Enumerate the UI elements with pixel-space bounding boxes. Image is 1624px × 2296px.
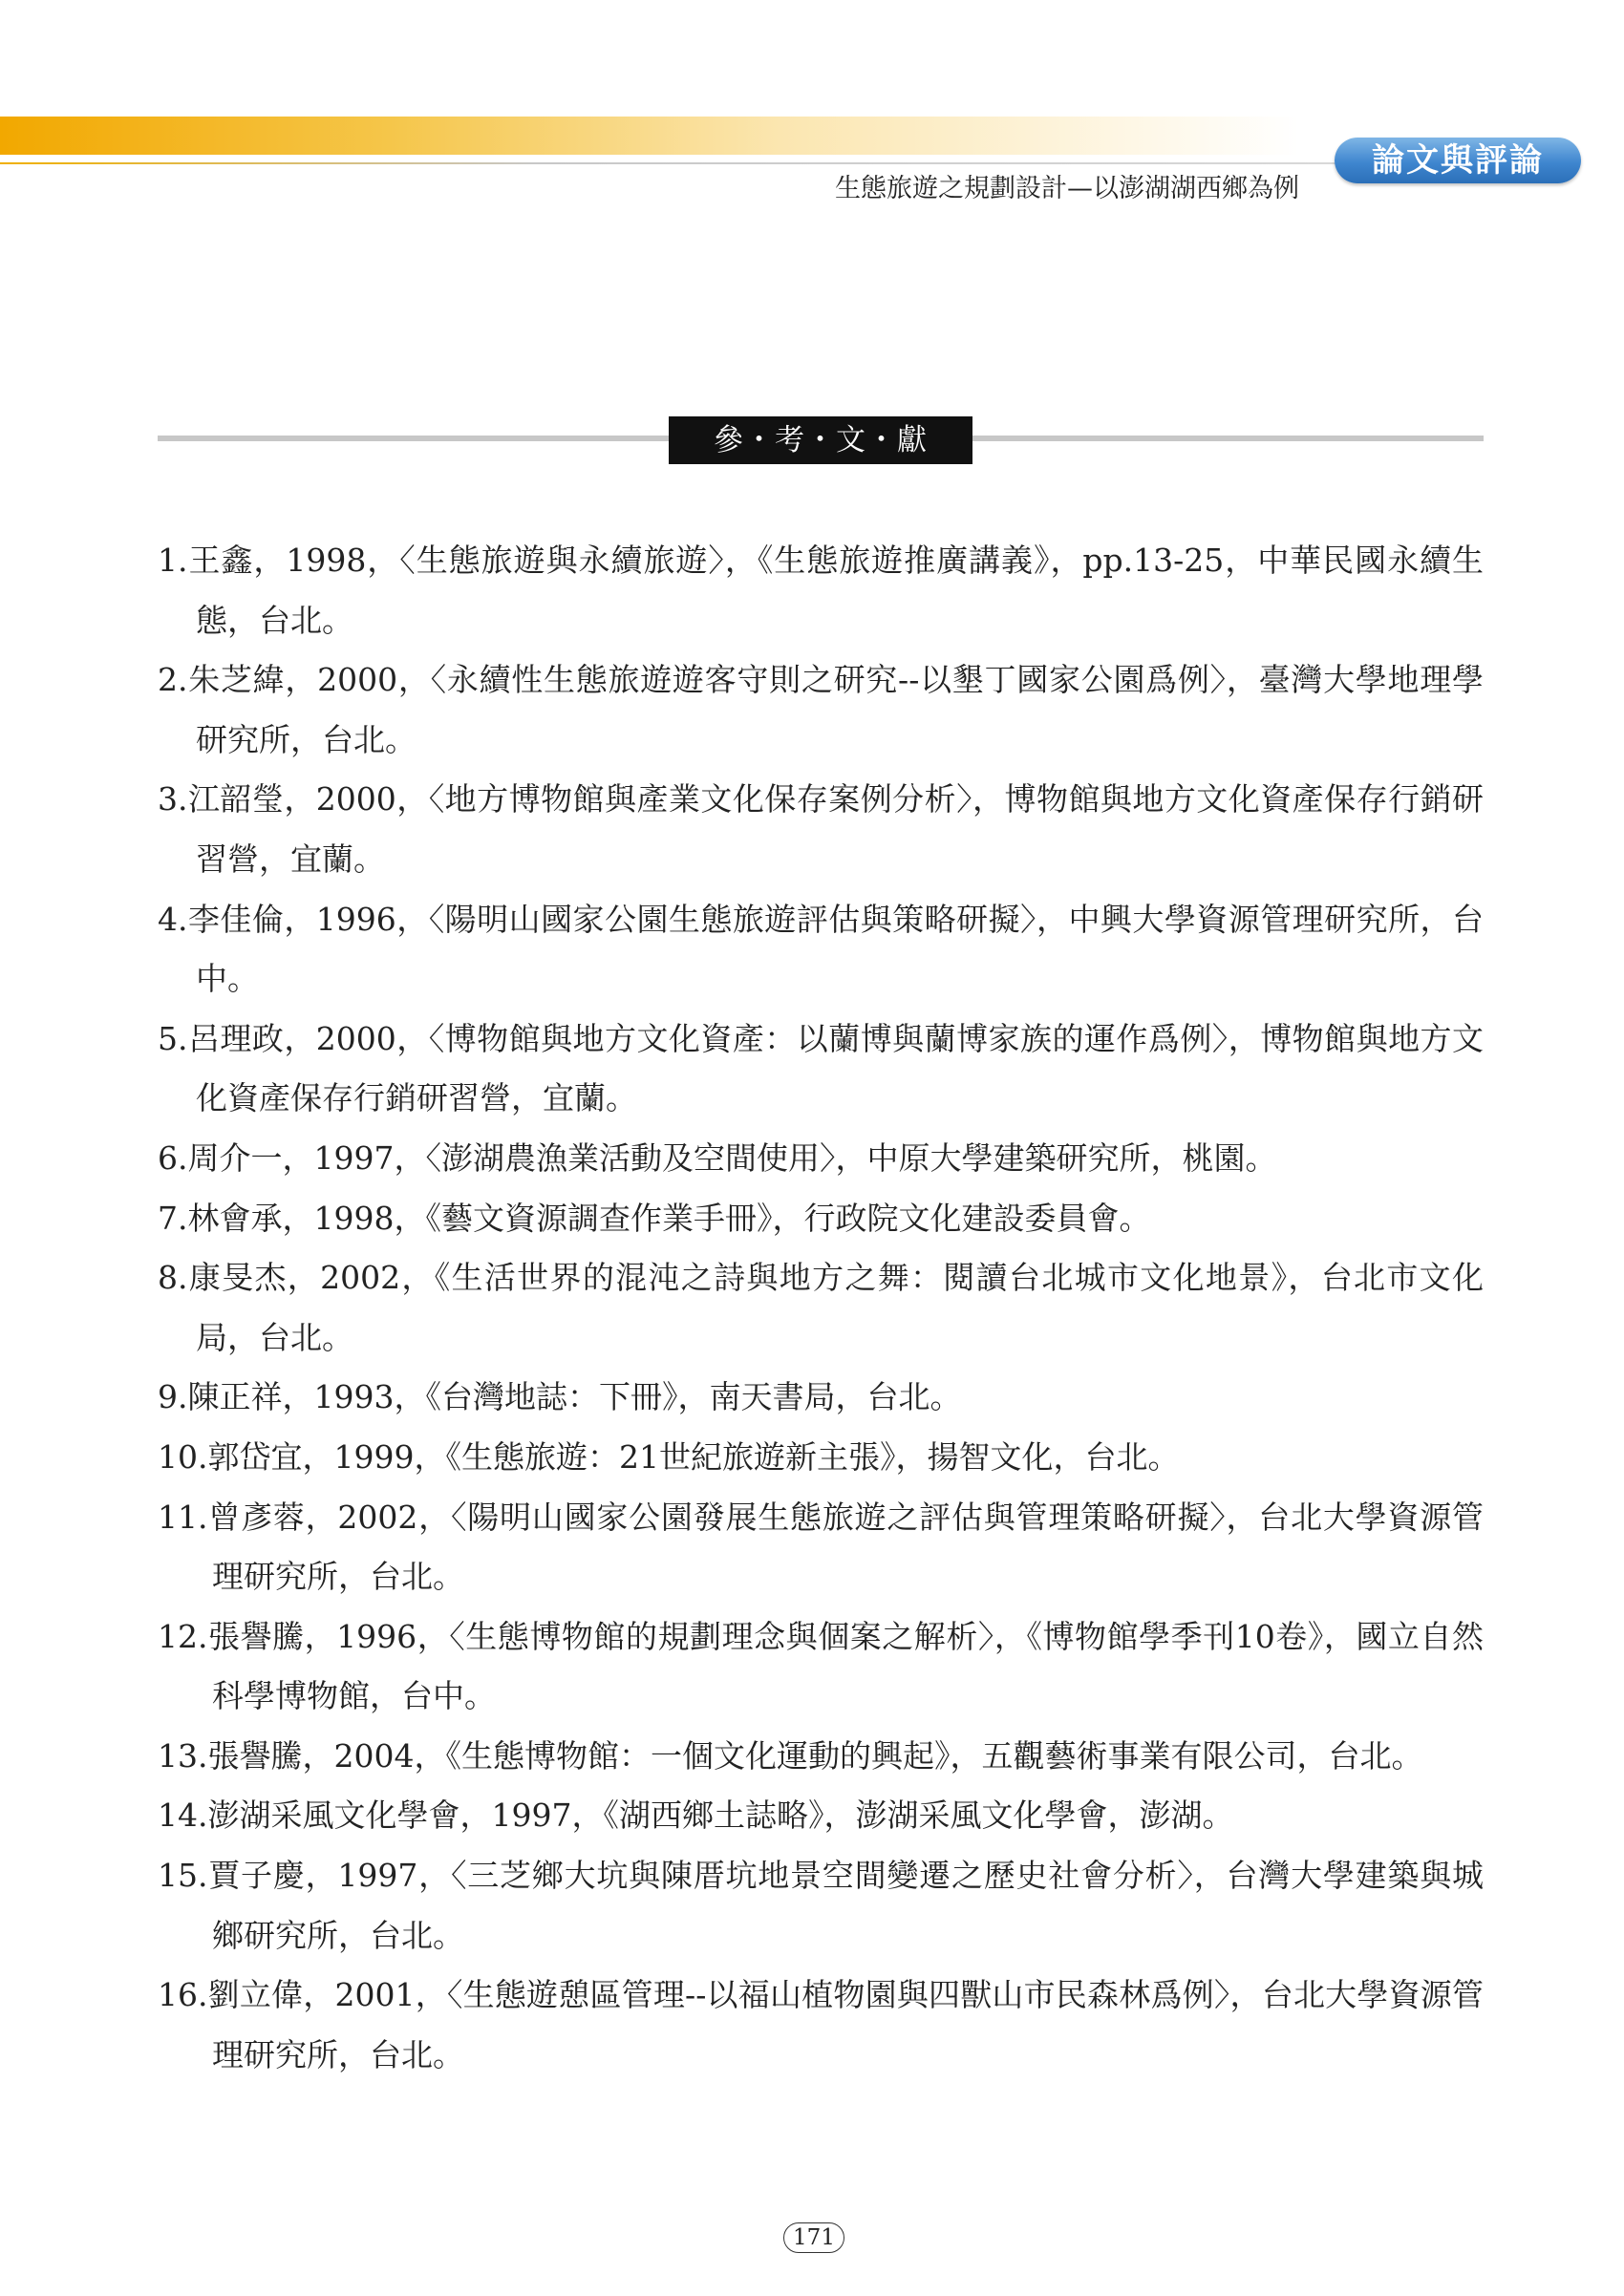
reference-item-13: 13.張譽騰，2004，《生態博物館：一個文化運動的興起》，五觀藝術事業有限公司，台北。: [158, 1736, 1423, 1775]
running-title: 生態旅遊之規劃設計—以澎湖湖西鄉為例: [835, 174, 1299, 203]
reference-item-12: 12.張譽騰，1996，〈生態博物館的規劃理念與個案之解析〉，《博物館學季刊10卷》，國立自然科學博物館，台中。: [158, 1617, 1484, 1715]
page-number: 171: [783, 2222, 844, 2253]
reference-item-9: 9.陳正祥，1993，《台灣地誌：下冊》，南天書局，台北。: [158, 1378, 962, 1416]
reference-item-4: 4.李佳倫，1996，〈陽明山國家公園生態旅遊評估與策略研擬〉，中興大學資源管理研究所，台中。: [158, 900, 1484, 998]
reference-item-5: 5.呂理政，2000，〈博物館與地方文化資產：以蘭博與蘭博家族的運作爲例〉，博物館與地方文化資產保存行銷研習營，宜蘭。: [158, 1019, 1484, 1117]
reference-item-10: 10.郭岱宜，1999，《生態旅遊：21世紀旅遊新主張》，揚智文化，台北。: [158, 1437, 1180, 1476]
section-badge: 論文與評論: [1335, 138, 1581, 183]
reference-list: [158, 531, 1484, 2085]
reference-item-7: 7.林會承，1998，《藝文資源調查作業手冊》，行政院文化建設委員會。: [158, 1199, 1151, 1237]
reference-item-8: 8.康旻杰，2002，《生活世界的混沌之詩與地方之舞：閱讀台北城市文化地景》，台北市文化局，台北。: [158, 1259, 1484, 1356]
reference-item-15: 15.賈子慶，1997，〈三芝鄉大坑與陳厝坑地景空間變遷之歷史社會分析〉，台灣大學建築與城鄉研究所，台北。: [158, 1857, 1484, 1954]
reference-item-3: 3.江韶瑩，2000，〈地方博物館與產業文化保存案例分析〉，博物館與地方文化資產保存行銷研習營，宜蘭。: [158, 780, 1484, 878]
reference-item-11: 11.曾彥蓉，2002，〈陽明山國家公園發展生態旅遊之評估與管理策略研擬〉，台北大學資源管理研究所，台北。: [158, 1498, 1484, 1596]
reference-item-2: 2.朱芝緯，2000，〈永續性生態旅遊遊客守則之研究--以墾丁國家公園爲例〉，臺灣大學地理學研究所，台北。: [158, 661, 1484, 758]
reference-item-16: 16.劉立偉，2001，〈生態遊憩區管理--以福山植物園與四獸山市民森林爲例〉，台北大學資源管理研究所，台北。: [158, 1976, 1484, 2073]
reference-item-1: 1.王鑫，1998，〈生態旅遊與永續旅遊〉，《生態旅遊推廣講義》，pp.13-25，中華民國永續生態，台北。: [158, 542, 1484, 639]
reference-item-14: 14.澎湖采風文化學會，1997，《湖西鄉土誌略》，澎湖采風文化學會，澎湖。: [158, 1796, 1234, 1835]
references-heading: 參・考・文・獻: [669, 416, 972, 464]
header-accent-bar: [0, 117, 1299, 155]
header-rule: [0, 162, 1337, 164]
reference-item-6: 6.周介一，1997，〈澎湖農漁業活動及空間使用〉，中原大學建築研究所，桃園。: [158, 1138, 1277, 1177]
